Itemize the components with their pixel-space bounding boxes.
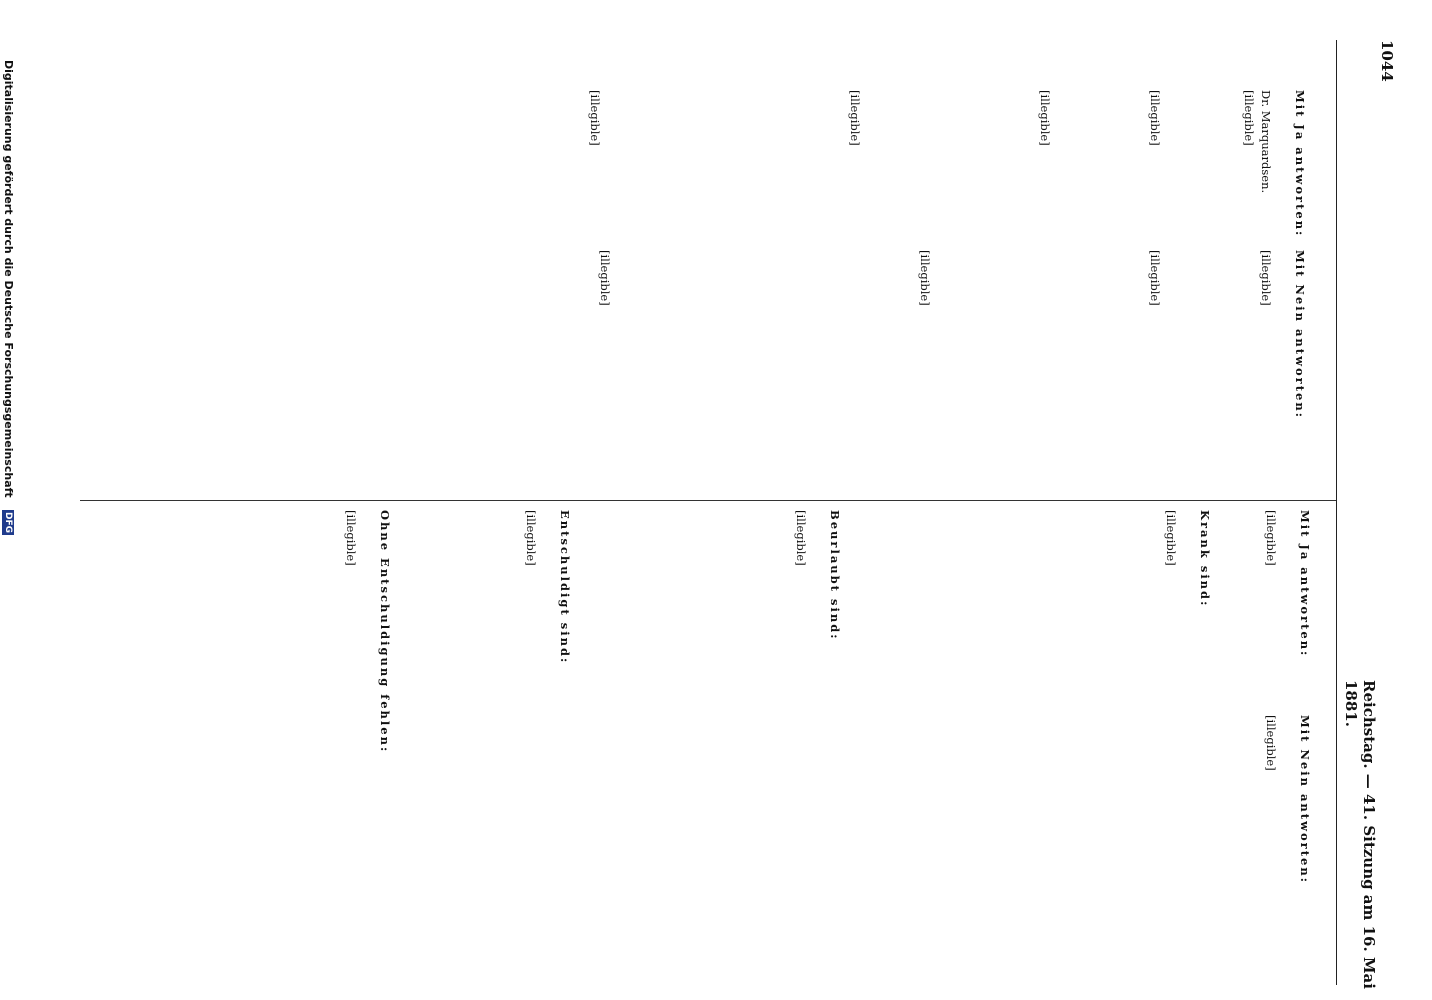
page-number: 1044 (1378, 40, 1396, 82)
footer-text: Digitalisierung gefördert durch die Deutsche Forschungsgemeinschaft (2, 60, 15, 498)
nein-names-4: [illegible] (598, 250, 612, 306)
ohne-heading: Ohne Entschuldigung fehlen: (378, 510, 392, 754)
krank-heading: Krank sind: (1198, 510, 1212, 608)
nein-names-3: [illegible] (918, 250, 932, 306)
nein-heading: Mit Nein antworten: (1293, 250, 1307, 419)
ja-bottom-heading: Mit Ja antworten: (1298, 510, 1312, 658)
entschuldigt-heading: Entschuldigt sind: (558, 510, 572, 665)
nein-bottom-column (1240, 715, 1330, 985)
krank-names: [illegible] (1164, 510, 1178, 566)
ja-names-5: [illegible] (588, 90, 602, 146)
dfg-logo: DFG (3, 511, 13, 533)
nein-names-1: [illegible] (1259, 250, 1273, 306)
header-rule (1336, 40, 1337, 985)
ja-heading: Mit Ja antworten: (1293, 90, 1307, 238)
entschuldigt-section (420, 510, 590, 985)
page-title: Reichstag. — 41. Sitzung am 16. Mai 1881. (1342, 680, 1378, 989)
entschuldigt-names: [illegible] (524, 510, 538, 566)
digitization-footer (2, 60, 15, 990)
krank-section (870, 510, 1230, 985)
ja-bottom-column (1240, 510, 1330, 710)
nein-names-2: [illegible] (1148, 250, 1162, 306)
beurlaubt-heading: Beurlaubt sind: (828, 510, 842, 641)
ja-names-4: [illegible] (848, 90, 862, 146)
ja-bottom-names: [illegible] (1264, 510, 1278, 566)
nein-column-2 (960, 250, 1180, 495)
nein-bottom-heading: Mit Nein antworten: (1298, 715, 1312, 884)
ja-names-1: Dr. Marquardsen. [illegible] (1242, 90, 1273, 194)
ja-names-3: [illegible] (1038, 90, 1052, 146)
nein-column-3 (640, 250, 950, 495)
page-header (1342, 40, 1396, 1000)
beurlaubt-section (600, 510, 860, 985)
nein-bottom-names: [illegible] (1264, 715, 1278, 771)
nein-column-4 (100, 250, 630, 495)
beurlaubt-names: [illegible] (794, 510, 808, 566)
nein-column-1 (1185, 250, 1325, 495)
ja-names-2: [illegible] (1148, 90, 1162, 146)
center-divider (80, 500, 1336, 501)
ohne-names: [illegible] (344, 510, 358, 566)
ohne-section (90, 510, 410, 985)
